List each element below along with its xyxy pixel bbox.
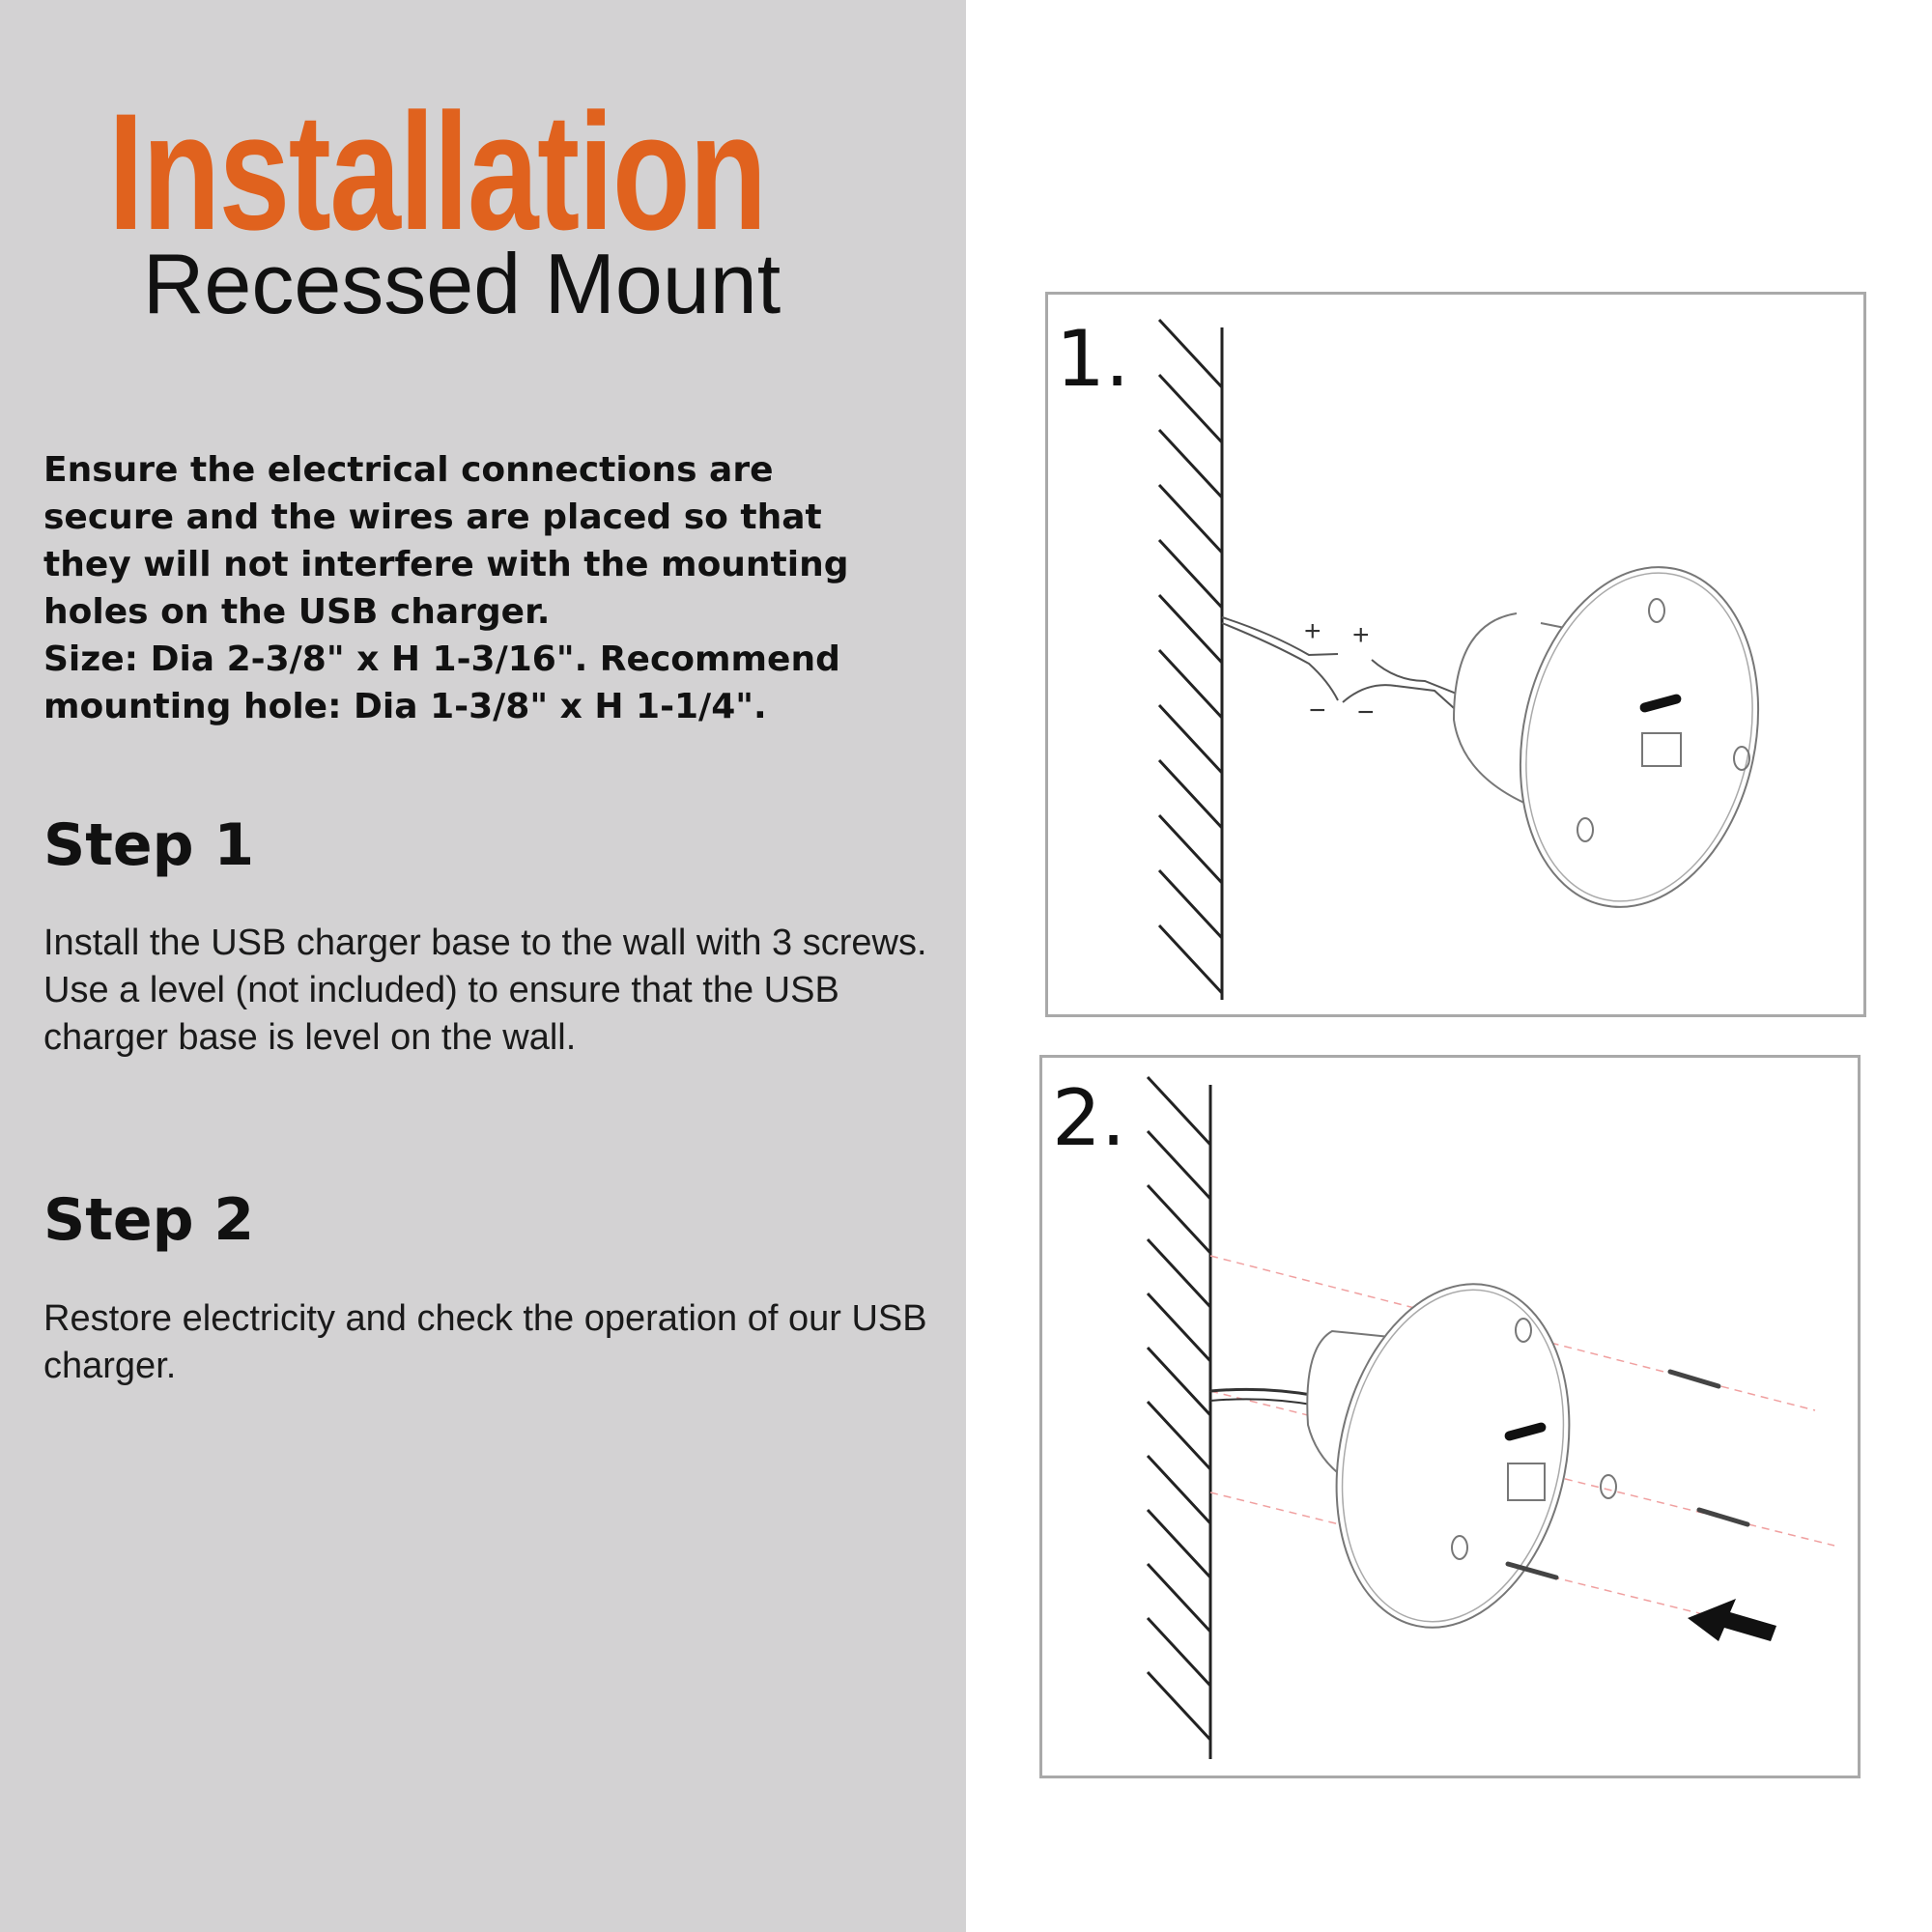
- wall-hatch-line: [1159, 375, 1222, 442]
- wall-hatch-line: [1148, 1564, 1210, 1632]
- intro-line: Size: Dia 2-3/8" x H 1-3/16". Recommend: [43, 639, 840, 679]
- wall-hatch-line: [1159, 540, 1222, 608]
- intro-line: they will not interfere with the mounting: [43, 545, 849, 584]
- intro-text: [43, 446, 961, 730]
- charger-screw-mounting-illustration: [1042, 1058, 1863, 1781]
- wall-hatch-line: [1148, 1348, 1210, 1415]
- wall-charger-wiring-illustration: [1048, 295, 1869, 1020]
- wall-hatch-line: [1148, 1239, 1210, 1307]
- wall-hatch-line: [1159, 320, 1222, 387]
- plus-label: +: [1352, 619, 1370, 651]
- wall-hatch-line: [1159, 705, 1222, 773]
- arrow-icon: [1688, 1599, 1776, 1641]
- wall-hatch-line: [1148, 1185, 1210, 1253]
- wall-hatch-line: [1159, 430, 1222, 497]
- minus-label: −: [1309, 695, 1326, 726]
- wall-hatch-line: [1159, 870, 1222, 938]
- wall-hatch-line: [1148, 1672, 1210, 1740]
- step-1-body: Install the USB charger base to the wall with 3 screws. Use a level (not included) to ensure that the USB charger base is level on the wall.: [43, 923, 927, 1058]
- wall-hatch-line: [1148, 1131, 1210, 1199]
- step-2-body: Restore electricity and check the operation of our USB charger.: [43, 1298, 927, 1386]
- diagram-step-1: [1045, 292, 1866, 1017]
- intro-line: holes on the USB charger.: [43, 592, 551, 632]
- wall-hatch-line: [1159, 925, 1222, 993]
- diagram-number: 1.: [1056, 314, 1130, 404]
- wall-hatch-line: [1159, 815, 1222, 883]
- step-2-heading: Step 2: [43, 1186, 255, 1254]
- wall-hatch-line: [1148, 1510, 1210, 1577]
- minus-label: −: [1357, 696, 1375, 728]
- wall-hatch-line: [1159, 650, 1222, 718]
- wall-hatch-line: [1159, 485, 1222, 553]
- intro-line: secure and the wires are placed so that: [43, 497, 822, 537]
- diagram-step-2: [1039, 1055, 1861, 1778]
- wall-hatch-line: [1148, 1618, 1210, 1686]
- diagram-number: 2.: [1052, 1073, 1126, 1163]
- plus-label: +: [1304, 615, 1321, 647]
- wall-hatch-line: [1148, 1293, 1210, 1361]
- wall-hatch-line: [1148, 1402, 1210, 1469]
- wall-hatch-line: [1159, 595, 1222, 663]
- step-1-heading: Step 1: [43, 811, 255, 879]
- page-title: Installation: [108, 79, 766, 265]
- wall-hatch-line: [1148, 1077, 1210, 1145]
- wall-hatch-line: [1148, 1456, 1210, 1523]
- page-subtitle: Recessed Mount: [142, 236, 781, 331]
- wall-hatch-line: [1159, 760, 1222, 828]
- intro-line: Ensure the electrical connections are: [43, 450, 774, 490]
- intro-line: mounting hole: Dia 1-3/8" x H 1-1/4".: [43, 687, 767, 726]
